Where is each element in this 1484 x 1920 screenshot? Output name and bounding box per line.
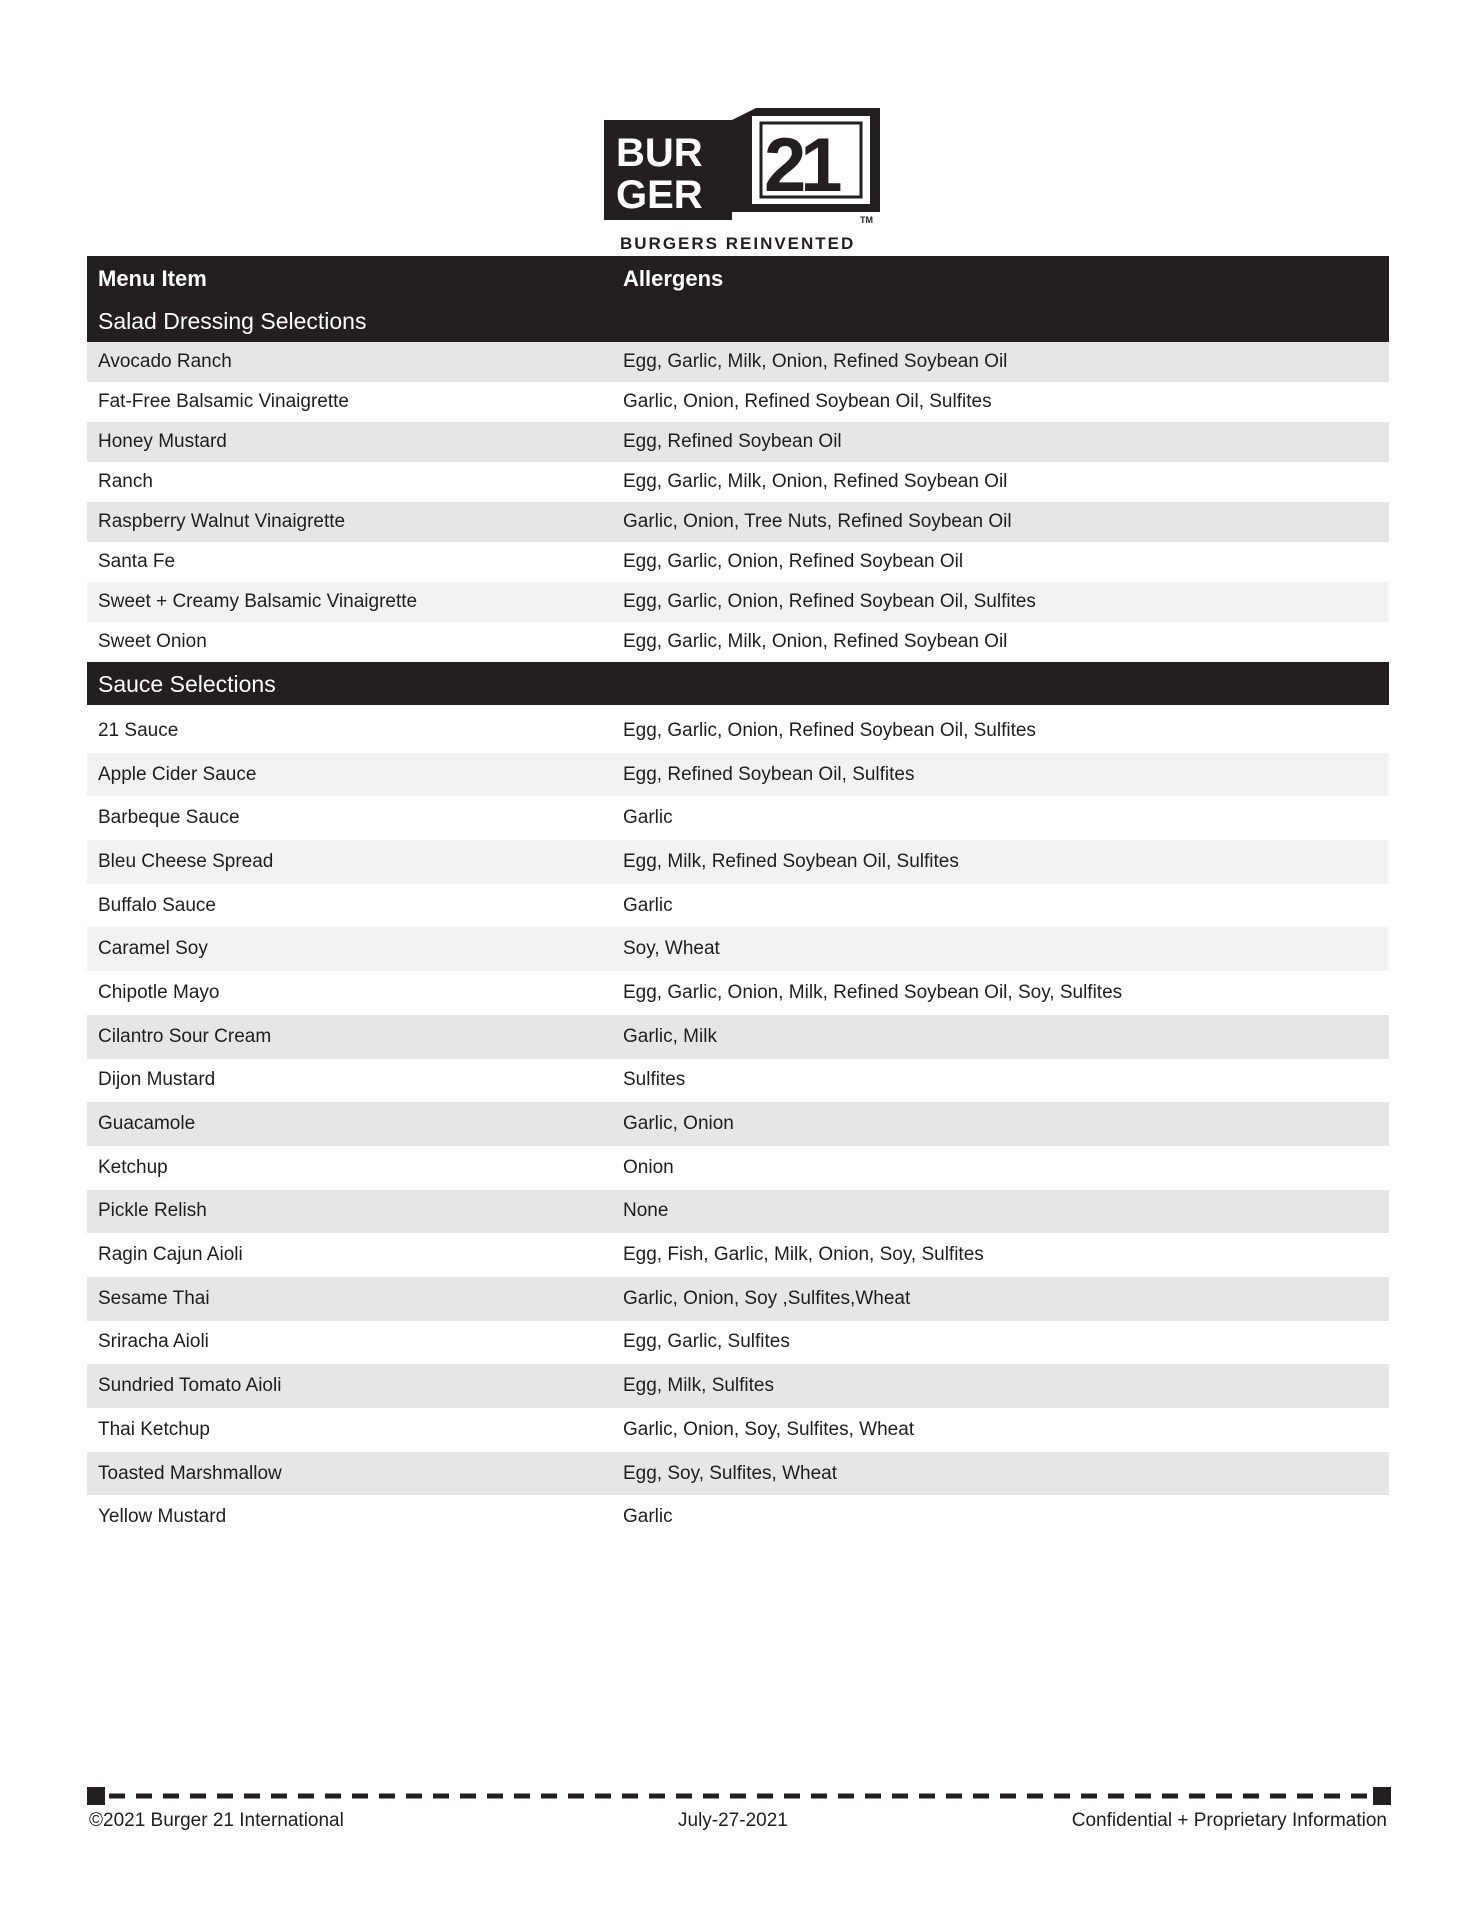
table-row (87, 753, 1389, 797)
allergens: Garlic, Onion, Soy, Sulfites, Wheat (623, 1418, 915, 1440)
allergens: Egg, Garlic, Milk, Onion, Refined Soybean Oil (623, 351, 1008, 372)
section-title-salad-dressing: Salad Dressing Selections (98, 308, 367, 334)
footer-notice: Confidential + Proprietary Information (1071, 1810, 1387, 1831)
table-row (87, 1495, 1389, 1539)
allergens: Egg, Garlic, Milk, Onion, Refined Soybean Oil (623, 631, 1008, 652)
menu-item: Sesame Thai (98, 1287, 210, 1309)
table-row (87, 796, 1389, 840)
table-row (87, 542, 1389, 582)
allergens: Egg, Garlic, Sulfites (623, 1331, 790, 1353)
allergens: Garlic, Onion (623, 1113, 734, 1135)
allergens: Soy, Wheat (623, 938, 720, 960)
logo-trademark: TM (860, 215, 873, 225)
table-row (87, 884, 1389, 928)
table-row (87, 709, 1389, 753)
menu-item: Sundried Tomato Aioli (98, 1375, 282, 1397)
column-header-allergens: Allergens (623, 266, 724, 291)
section-title-sauce: Sauce Selections (98, 671, 276, 697)
menu-item: Ketchup (98, 1156, 168, 1178)
allergens: Garlic (623, 807, 673, 829)
table-row (87, 1015, 1389, 1059)
sauce-rows (87, 709, 1389, 1539)
logo-text-bur: BUR (616, 131, 703, 175)
allergens: Egg, Milk, Refined Soybean Oil, Sulfites (623, 850, 959, 872)
menu-item: Cilantro Sour Cream (98, 1025, 272, 1047)
section-header-sauce (87, 662, 1389, 705)
allergens: Egg, Fish, Garlic, Milk, Onion, Soy, Sulfites (623, 1244, 984, 1266)
table-row (87, 1277, 1389, 1321)
table-row (87, 1452, 1389, 1496)
menu-item: Avocado Ranch (98, 351, 232, 372)
table-row (87, 422, 1389, 462)
allergens: Garlic (623, 1506, 673, 1528)
burger21-logo (604, 104, 884, 254)
footer-divider (87, 1785, 1391, 1807)
table-row (87, 971, 1389, 1015)
logo-graphic (604, 104, 884, 254)
menu-item: Ranch (98, 471, 153, 492)
allergens: Egg, Milk, Sulfites (623, 1375, 774, 1397)
table-row (87, 462, 1389, 502)
menu-item: Yellow Mustard (98, 1506, 227, 1528)
menu-item: Barbeque Sauce (98, 807, 240, 829)
allergens: Egg, Garlic, Onion, Refined Soybean Oil (623, 551, 964, 572)
menu-item: Thai Ketchup (98, 1418, 210, 1440)
table-row (87, 1190, 1389, 1234)
table-row (87, 1321, 1389, 1365)
footer-date: July-27-2021 (678, 1810, 788, 1831)
menu-item: Apple Cider Sauce (98, 763, 257, 785)
allergens: Garlic, Onion, Refined Soybean Oil, Sulfites (623, 391, 992, 412)
menu-item: Sweet + Creamy Balsamic Vinaigrette (98, 591, 418, 612)
menu-item: Chipotle Mayo (98, 981, 220, 1003)
menu-item: Fat-Free Balsamic Vinaigrette (98, 391, 349, 412)
logo-text-ger: GER (616, 173, 703, 217)
menu-item: Sriracha Aioli (98, 1331, 209, 1353)
allergens: Garlic (623, 894, 673, 916)
menu-item: Dijon Mustard (98, 1069, 216, 1091)
table-row (87, 1408, 1389, 1452)
menu-item: Caramel Soy (98, 938, 208, 960)
allergens: Onion (623, 1156, 674, 1178)
footer-copyright: ©2021 Burger 21 International (89, 1810, 344, 1831)
table-row (87, 382, 1389, 422)
allergens: Egg, Soy, Sulfites, Wheat (623, 1462, 838, 1484)
menu-item: Sweet Onion (98, 631, 207, 652)
table-row (87, 1364, 1389, 1408)
allergens: Garlic, Onion, Tree Nuts, Refined Soybean Oil (623, 511, 1012, 532)
menu-item: Ragin Cajun Aioli (98, 1244, 243, 1266)
allergens: Egg, Refined Soybean Oil (623, 431, 842, 452)
allergens: Egg, Garlic, Onion, Refined Soybean Oil, Sulfites (623, 719, 1036, 741)
menu-item: Guacamole (98, 1113, 196, 1135)
allergens: Egg, Garlic, Milk, Onion, Refined Soybean Oil (623, 471, 1008, 492)
table-row (87, 927, 1389, 971)
menu-item: Bleu Cheese Spread (98, 850, 274, 872)
table-row (87, 1146, 1389, 1190)
menu-item: Santa Fe (98, 551, 176, 572)
menu-item: Pickle Relish (98, 1200, 207, 1222)
allergens: Egg, Garlic, Onion, Milk, Refined Soybean Oil, Soy, Sulfites (623, 981, 1123, 1003)
salad-dressing-rows (87, 342, 1389, 662)
menu-item: Raspberry Walnut Vinaigrette (98, 511, 346, 532)
allergens: Sulfites (623, 1069, 686, 1091)
table-header (87, 256, 1389, 342)
allergen-table (87, 256, 1389, 1539)
allergens: Garlic, Onion, Soy ,Sulfites,Wheat (623, 1287, 911, 1309)
allergens: None (623, 1200, 669, 1222)
menu-item: Honey Mustard (98, 431, 227, 452)
table-row (87, 1059, 1389, 1103)
table-row (87, 840, 1389, 884)
menu-item: Toasted Marshmallow (98, 1462, 282, 1484)
column-header-menu-item: Menu Item (98, 266, 207, 291)
menu-item: 21 Sauce (98, 719, 179, 741)
table-row (87, 502, 1389, 542)
logo-tagline: BURGERS REINVENTED (620, 234, 856, 253)
allergens: Egg, Garlic, Onion, Refined Soybean Oil, Sulfites (623, 591, 1036, 612)
table-row (87, 622, 1389, 662)
table-row (87, 342, 1389, 382)
table-row (87, 1102, 1389, 1146)
table-row (87, 582, 1389, 622)
table-row (87, 1233, 1389, 1277)
logo-number: 21 (764, 123, 837, 208)
allergens: Egg, Refined Soybean Oil, Sulfites (623, 763, 915, 785)
menu-item: Buffalo Sauce (98, 894, 216, 916)
allergens: Garlic, Milk (623, 1025, 717, 1047)
